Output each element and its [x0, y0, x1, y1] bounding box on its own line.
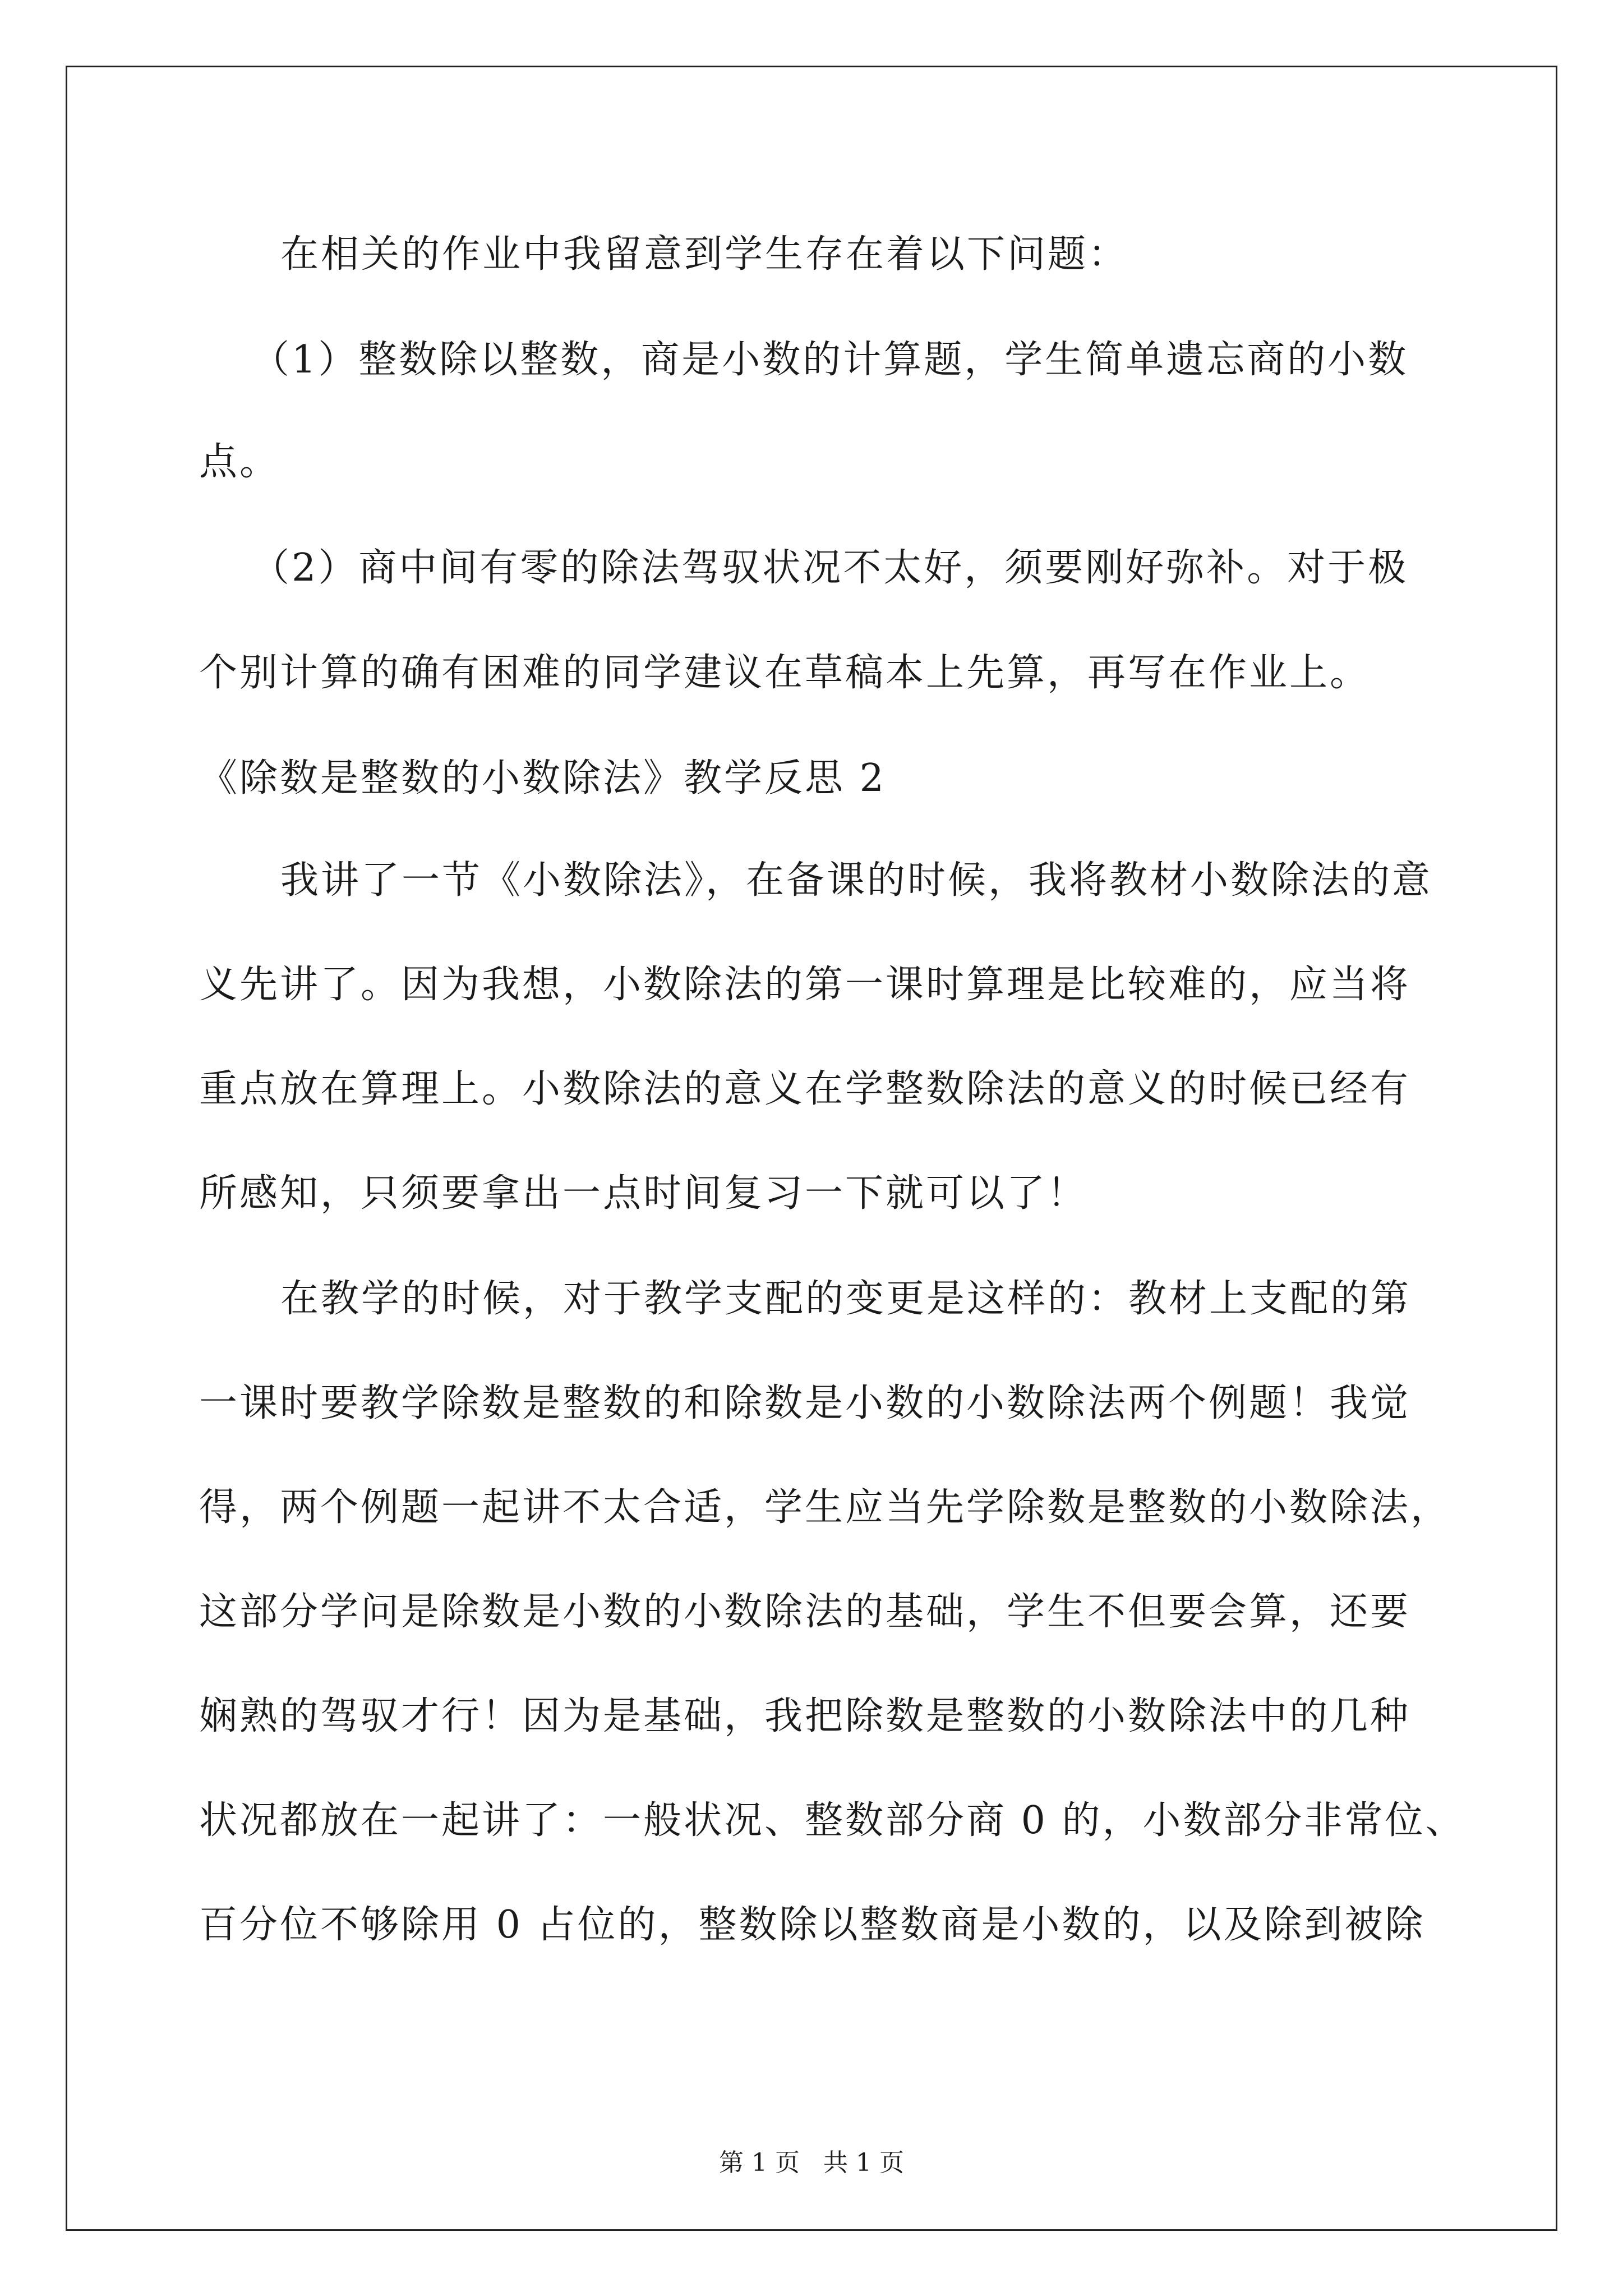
body-text-line: 重点放在算理上。小数除法的意义在学整数除法的意义的时候已经有: [199, 1067, 1411, 1111]
section-heading: 《除数是整数的小数除法》教学反思 2: [199, 756, 886, 800]
body-text-line: 个别计算的确有困难的同学建议在草稿本上先算，再写在作业上。: [199, 651, 1371, 695]
body-text-line: 在教学的时候，对于教学支配的变更是这样的：教材上支配的第: [280, 1277, 1412, 1321]
body-text-line: （1）整数除以整数，商是小数的计算题，学生简单遗忘商的小数: [251, 338, 1409, 382]
body-text-line: 所感知，只须要拿出一点时间复习一下就可以了！: [199, 1171, 1088, 1216]
body-text-line: （2）商中间有零的除法驾驭状况不太好，须要刚好弥补。对于极: [251, 546, 1409, 590]
body-text-line: 点。: [199, 440, 280, 484]
body-text-line: 娴熟的驾驭才行！因为是基础，我把除数是整数的小数除法中的几种: [199, 1694, 1411, 1738]
page-footer: 第 1 页 共 1 页: [719, 2148, 904, 2177]
body-text-line: 义先讲了。因为我想，小数除法的第一课时算理是比较难的，应当将: [199, 963, 1411, 1007]
body-text-line: 一课时要教学除数是整数的和除数是小数的小数除法两个例题！我觉: [199, 1381, 1411, 1425]
body-text-line: 这部分学问是除数是小数的小数除法的基础，学生不但要会算，还要: [199, 1590, 1411, 1634]
body-text-line: 在相关的作业中我留意到学生存在着以下问题：: [280, 232, 1129, 277]
body-text-line: 状况都放在一起讲了：一般状况、整数部分商 0 的，小数部分非常位、: [199, 1798, 1466, 1843]
body-text-line: 百分位不够除用 0 占位的，整数除以整数商是小数的，以及除到被除: [199, 1903, 1426, 1947]
body-text-line: 得，两个例题一起讲不太合适，学生应当先学除数是整数的小数除法，: [199, 1485, 1451, 1530]
body-text-line: 我讲了一节《小数除法》，在备课的时候，我将教材小数除法的意: [280, 858, 1433, 903]
